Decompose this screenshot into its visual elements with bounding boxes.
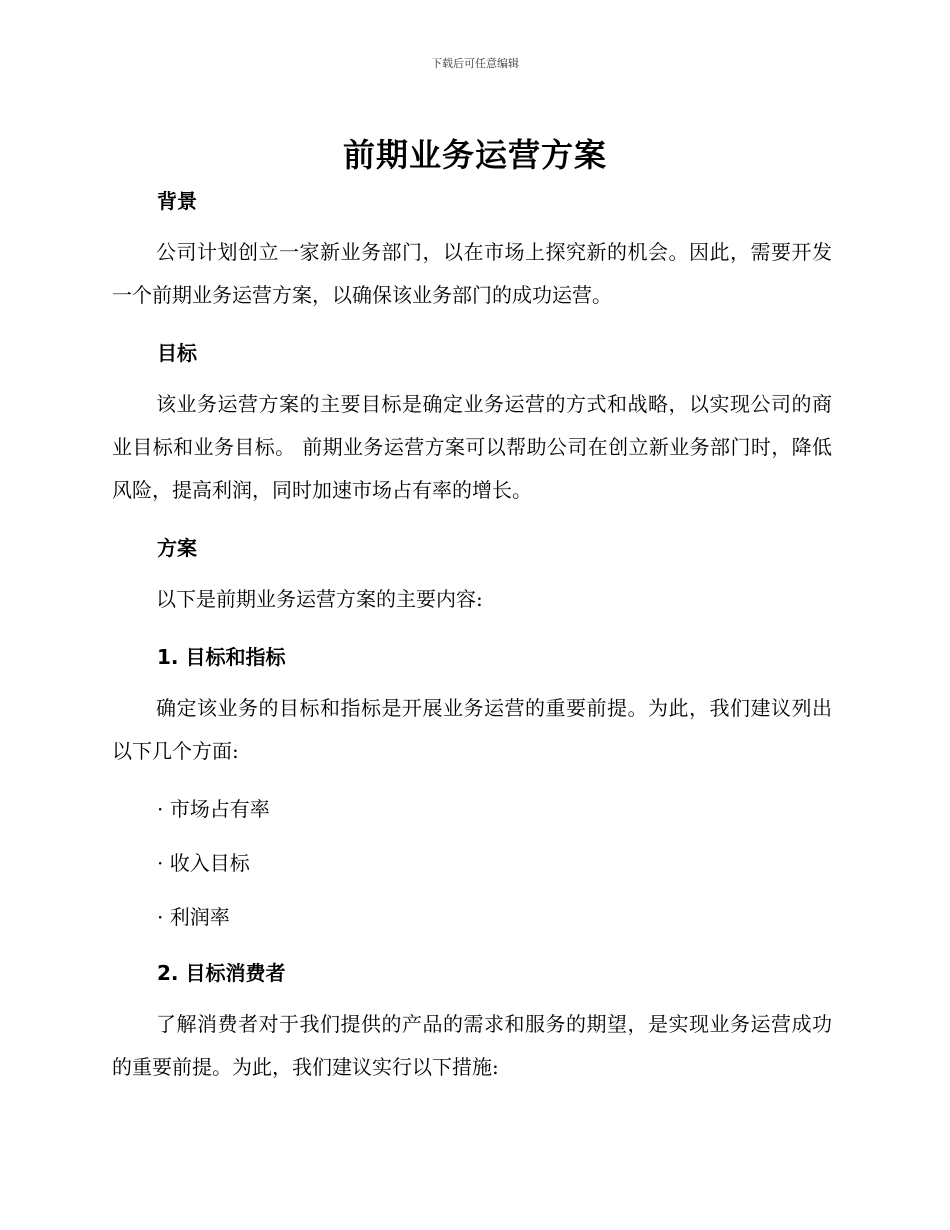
section-heading-plan: 方案	[157, 536, 197, 560]
list-item-revenue-target: · 收入目标	[157, 851, 250, 875]
paragraph-goals-and-metrics: 确定该业务的目标和指标是开展业务运营的重要前提。为此，我们建议列出以下几个方面:	[112, 696, 832, 763]
paragraph-background: 公司计划创立一家新业务部门，以在市场上探究新的机会。因此，需要开发一个前期业务运营方案，以确保该业务部门的成功运营。	[112, 240, 832, 307]
section-heading-goals: 目标	[157, 341, 197, 365]
document-title: 前期业务运营方案	[342, 136, 607, 174]
paragraph-target-consumers: 了解消费者对于我们提供的产品的需求和服务的期望，是实现业务运营成功的重要前提。为此，我们建议实行以下措施:	[112, 1012, 832, 1079]
list-item-market-share: · 市场占有率	[157, 797, 270, 821]
header-note: 下载后可任意编辑	[431, 57, 519, 70]
section-heading-background: 背景	[157, 189, 197, 213]
subheading-goals-and-metrics: 1. 目标和指标	[157, 645, 286, 669]
list-item-profit-margin: · 利润率	[157, 905, 230, 929]
paragraph-goals: 该业务运营方案的主要目标是确定业务运营的方式和战略，以实现公司的商业目标和业务目标。 前期业务运营方案可以帮助公司在创立新业务部门时，降低风险，提高利润，同时加速市场占有率的增长。	[112, 392, 832, 502]
subheading-target-consumers: 2. 目标消费者	[157, 961, 286, 985]
paragraph-plan-intro: 以下是前期业务运营方案的主要内容:	[156, 587, 483, 611]
